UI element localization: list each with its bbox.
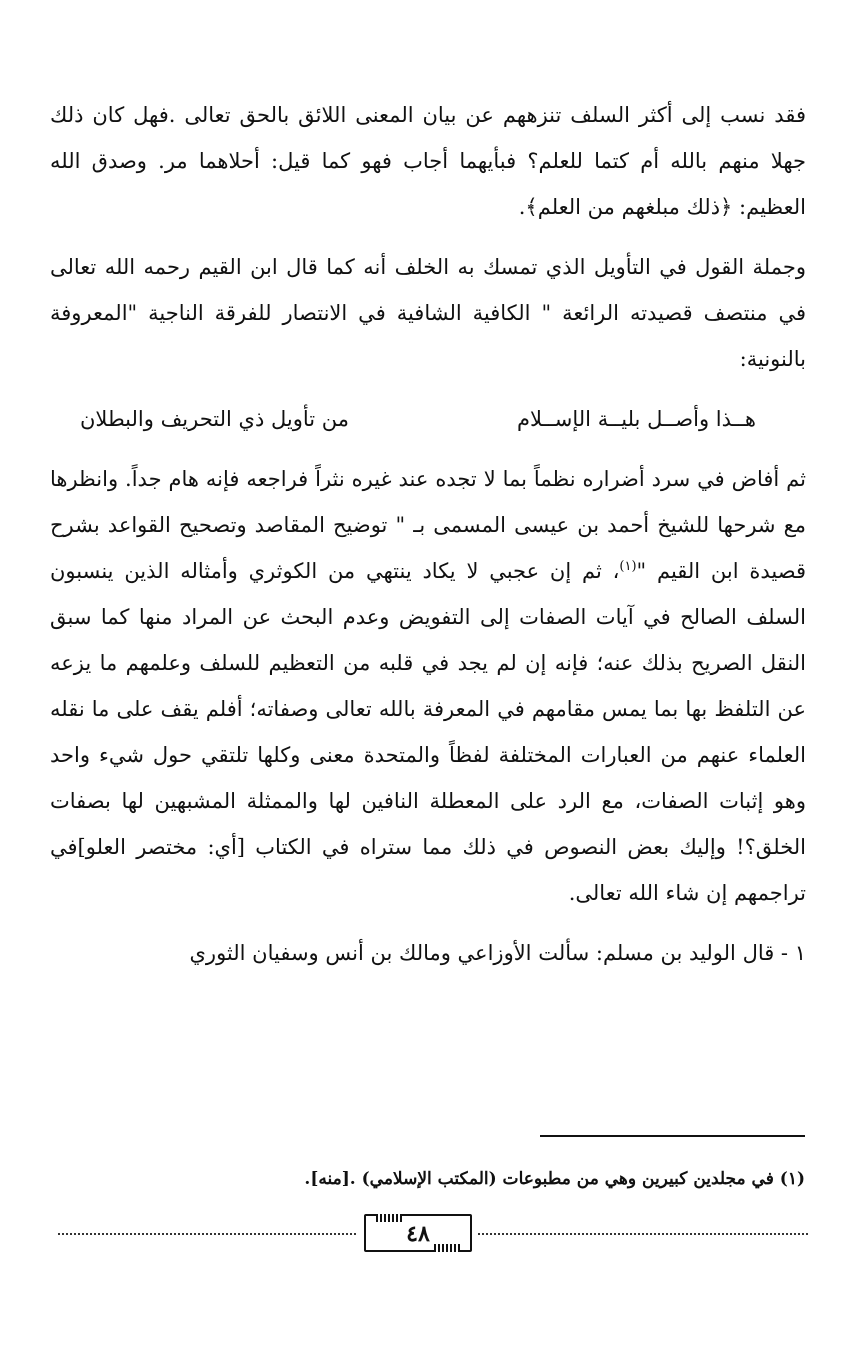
paragraph-3-part-2: ، ثم إن عجبي لا يكاد ينتهي من الكوثري وأمثاله الذين ينسبون السلف الصالح في آيات الصفات إلى التفويض وعدم البحث عن المراد منها كما سبق النقل الصريح بذلك عنه؛ فإنه إن لم يجد في قلبه من التعظيم للسلف وعلمهم ما يزعه عن التلفظ بها بما يمس مقامهم في المعرفة بالله تعالى وصفاته؛ أفلم يقف على ما نقله العلماء عنهم من العبارات المختلفة لفظاً والمتحدة معنى وكلها تلتقي حول شيء واحد وهو إثبات الصفات، مع الرد على المعطلة النافين لها والممثلة المشبهين لها بصفات الخلق؟! وإليك بعض النصوص في ذلك مما ستراه في الكتاب [أي: مختصر العلو]في تراجمهم إن شاء الله تعالى.: [50, 559, 806, 905]
verse-second-hemistich: من تأويل ذي التحريف والبطلان: [80, 407, 350, 431]
paragraph-3: [50, 456, 806, 916]
page-number: ٤٨: [406, 1221, 430, 1247]
page-number-frame: [364, 1214, 472, 1252]
page-footer-divider-left: [58, 1233, 356, 1235]
ornament-icon: [376, 1214, 402, 1222]
paragraph-2: وجملة القول في التأويل الذي تمسك به الخلف أنه كما قال ابن القيم رحمه الله تعالى في منتصف قصيدته الرائعة " الكافية الشافية في الانتصار للفرقة الناجية "المعروفة بالنونية:: [50, 255, 806, 371]
footnote-reference: (١): [619, 559, 637, 574]
footnote-separator: [540, 1135, 805, 1137]
footnote-text: (١) في مجلدين كبيرين وهي من مطبوعات (المكتب الإسلامي) .[منه].: [304, 1169, 805, 1189]
paragraph-3-part-1: ثم أفاض في سرد أضراره نظماً بما لا تجده عند غيره نثراً فراجعه فإنه هام جداً. وانظرها مع شرحها للشيخ أحمد بن عيسى المسمى بـ " توضيح المقاصد وتصحيح القواعد بشرح قصيدة ابن القيم ": [50, 467, 806, 583]
paragraph-1: فقد نسب إلى أكثر السلف تنزههم عن بيان المعنى اللائق بالحق تعالى .فهل كان ذلك جهلا منهم بالله أم كتما للعلم؟ فبأيهما أجاب فهو كما قيل: أحلاهما مر. وصدق الله العظيم: ﴿ذلك مبلغهم من العلم﴾.: [50, 103, 806, 219]
page-footer-divider-right: [478, 1233, 808, 1235]
paragraph-4: ١ - قال الوليد بن مسلم: سألت الأوزاعي ومالك بن أنس وسفيان الثوري: [189, 941, 806, 965]
page-body: [50, 92, 806, 976]
verse-first-hemistich: هــذا وأصــل بليــة الإســلام: [516, 407, 756, 431]
poem-verse: [50, 396, 806, 442]
